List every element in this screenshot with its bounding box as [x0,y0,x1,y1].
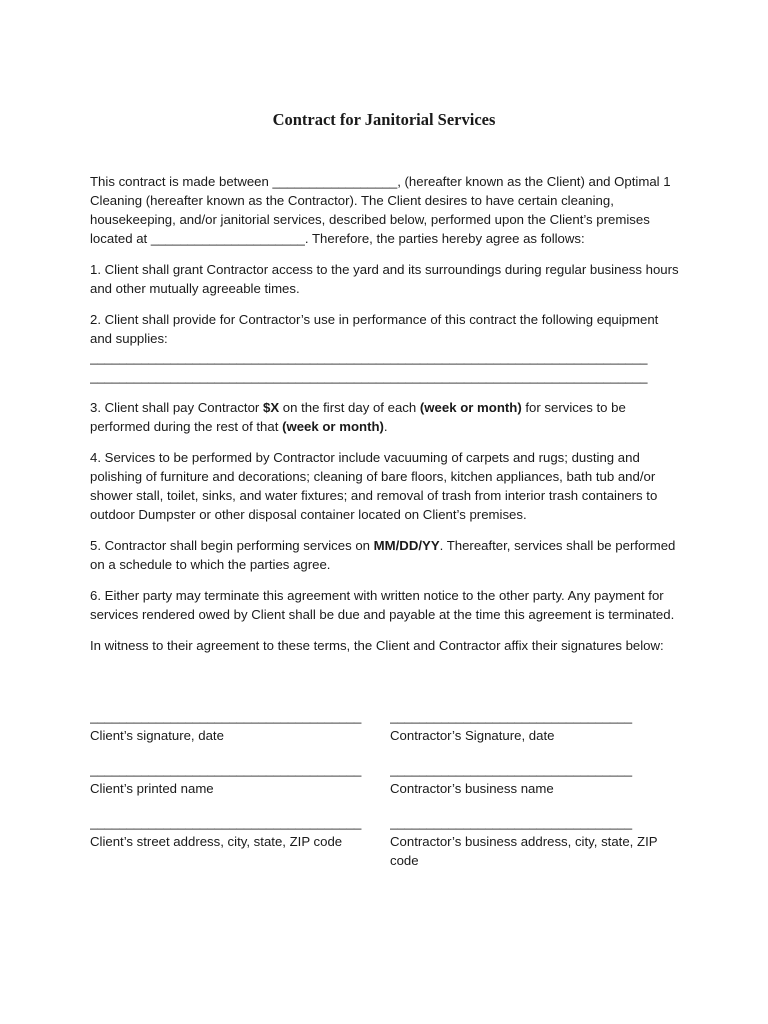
clause-3-text-b: on the first day of each [279,400,420,415]
client-address-block [90,813,380,851]
equipment-blank-lines [90,348,680,386]
clause-4: 4. Services to be performed by Contractor include vacuuming of carpets and rugs; dusting and polishing of furniture and decorations; cleaning of bare floors, kitchen appliances, bath tub and/or shower stall, toilet, sinks, and water fixtures; and removal of trash from interior trash containers to outdoor Dumpster or other disposal container located on Client’s premises. [90,450,658,522]
client-address-line: _____________________________________ [90,815,362,830]
clause-5-text-b: . Thereafter, services shall be performed on a schedule to which the parties agree. [90,538,676,572]
witness-paragraph: In witness to their agreement to these terms, the Client and Contractor affix their signatures below: [90,638,664,653]
client-name-blank: _________________ [272,174,398,189]
client-signature-line: _____________________________________ [90,709,362,724]
clause-6: 6. Either party may terminate this agreement with written notice to the other party. Any payment for services rendered owed by Client shall be due and payable at the time this agreement is terminated. [90,588,675,622]
client-name-line: _____________________________________ [90,762,362,777]
equipment-blank-line-2: ____________________________________________________________________________ [90,369,648,384]
contractor-signature-label: Contractor’s Signature, date [390,728,555,743]
payment-amount: $X [262,400,280,415]
contractor-signature-line: _________________________________ [390,709,633,724]
document-title: Contract for Janitorial Services [272,110,496,129]
contractor-address-line: _________________________________ [390,815,633,830]
contractor-name-label: Contractor’s business name [390,781,554,796]
start-date: MM/DD/YY [373,538,440,553]
payment-period-2: (week or month) [282,419,384,434]
document-body [90,172,680,667]
contractor-signature-block [390,707,680,745]
equipment-blank-line-1: ____________________________________________________________________________ [90,350,648,365]
intro-paragraph [90,172,680,248]
clause-3-text-a: 3. Client shall pay Contractor [90,400,263,415]
contractor-address-label: Contractor’s business address, city, state, ZIP code [390,834,658,868]
client-name-block [90,760,380,798]
clause-3-text-c: for services to be performed during the rest of that [90,400,626,434]
intro-text-1: This contract is made between [90,174,273,189]
clause-2: 2. Client shall provide for Contractor’s use in performance of this contract the following equipment and supplies: [90,312,659,346]
intro-text-2: , (hereafter known as the Client) and Optimal 1 Cleaning (hereafter known as the Contractor). The Client desires to have certain cleaning, housekeeping, and/or janitorial services, described below, performed upon the Client’s premises located at [90,174,671,246]
client-name-label: Client’s printed name [90,781,214,796]
clause-5 [90,536,680,574]
intro-text-3: . Therefore, the parties hereby agree as follows: [304,231,585,246]
clause-5-text-a: 5. Contractor shall begin performing services on [90,538,374,553]
clause-1: 1. Client shall grant Contractor access to the yard and its surroundings during regular business hours and other mutually agreeable times. [90,262,679,296]
client-signature-label: Client’s signature, date [90,728,224,743]
clause-3 [90,398,680,436]
clause-3-text-d: . [383,419,388,434]
payment-period-1: (week or month) [419,400,522,415]
contractor-address-block [390,813,680,870]
client-signature-block [90,707,380,745]
premises-blank: _____________________ [150,231,305,246]
client-address-label: Client’s street address, city, state, ZIP code [90,834,343,849]
contractor-name-line: _________________________________ [390,762,633,777]
contractor-name-block [390,760,680,798]
